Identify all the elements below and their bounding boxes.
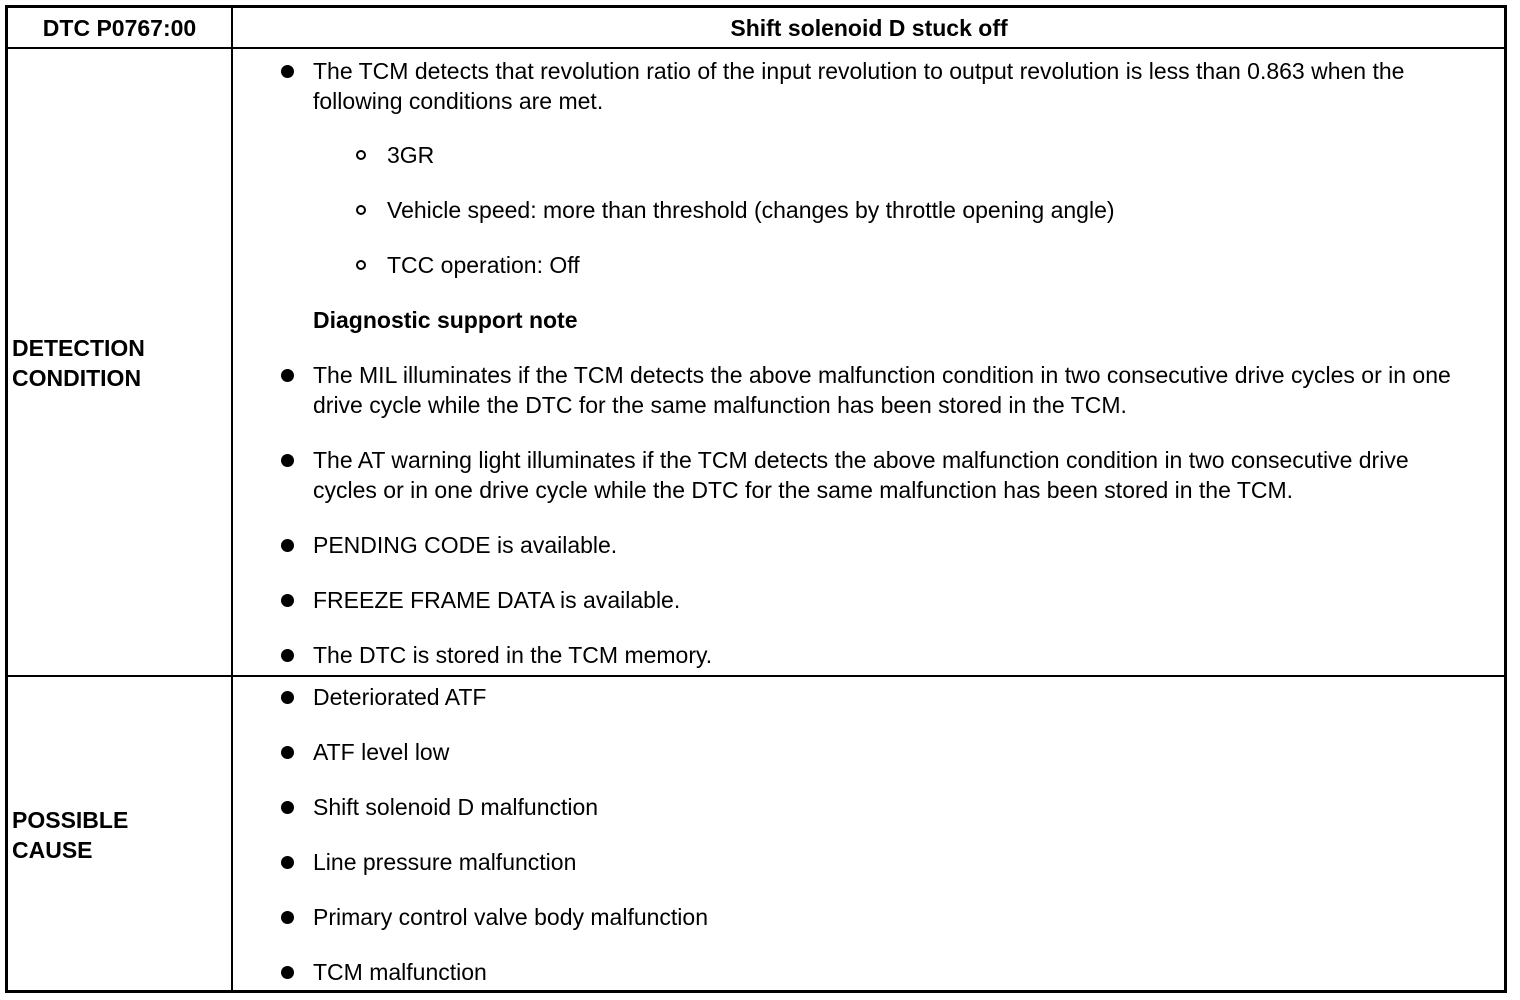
cause-item: ATF level low [313,739,450,765]
cause-item: Line pressure malfunction [313,849,577,875]
cause-item: Primary control valve body malfunction [313,904,708,930]
bullet-icon [281,856,294,869]
section-divider [5,675,1507,677]
detection-label-line1: DETECTION [12,335,145,361]
bullet-icon [281,594,294,607]
bullet-icon [281,649,294,662]
column-divider [231,5,233,993]
bullet-icon [281,966,294,979]
note-dtc-stored: The DTC is stored in the TCM memory. [313,642,713,668]
note-freeze-frame: FREEZE FRAME DATA is available. [313,587,681,613]
support-note-heading: Diagnostic support note [313,307,578,333]
cause-label-line1: POSSIBLE [12,807,129,833]
cause-label-line2: CAUSE [12,837,93,863]
bullet-icon [281,746,294,759]
sub-item-tcc-operation: TCC operation: Off [387,252,580,278]
bullet-icon [281,539,294,552]
bullet-icon [281,691,294,704]
bullet-icon [281,911,294,924]
bullet-icon [281,369,294,382]
bullet-icon [281,65,294,78]
bullet-icon [281,801,294,814]
note-at-warning: The AT warning light illuminates if the TCM detects the above malfunction condition in two consecutive drive cycles or in one drive cycle while the DTC for the same malfunction has been stored in the TCM. [313,447,1409,503]
cause-item: Shift solenoid D malfunction [313,794,599,820]
cause-item: TCM malfunction [313,959,487,985]
dtc-code-cell: DTC P0767:00 [42,14,197,41]
cause-item: Deteriorated ATF [313,684,487,710]
detection-condition-label [12,333,145,393]
circle-bullet-icon [356,205,366,215]
note-mil: The MIL illuminates if the TCM detects the above malfunction condition in two consecutive drive cycles or in one drive cycle while the DTC for the same malfunction has been stored in the TCM. [313,362,1451,418]
bullet-icon [281,454,294,467]
circle-bullet-icon [356,150,366,160]
circle-bullet-icon [356,260,366,270]
detection-main-text: The TCM detects that revolution ratio of the input revolution to output revolution is less than 0.863 when the following conditions are met. [313,58,1405,114]
possible-cause-label [12,805,128,865]
dtc-title-cell: Shift solenoid D stuck off [730,14,1008,41]
sub-item-3gr: 3GR [387,142,435,168]
note-pending-code: PENDING CODE is available. [313,532,618,558]
sub-item-vehicle-speed: Vehicle speed: more than threshold (changes by throttle opening angle) [387,197,1115,223]
detection-label-line2: CONDITION [12,365,142,391]
